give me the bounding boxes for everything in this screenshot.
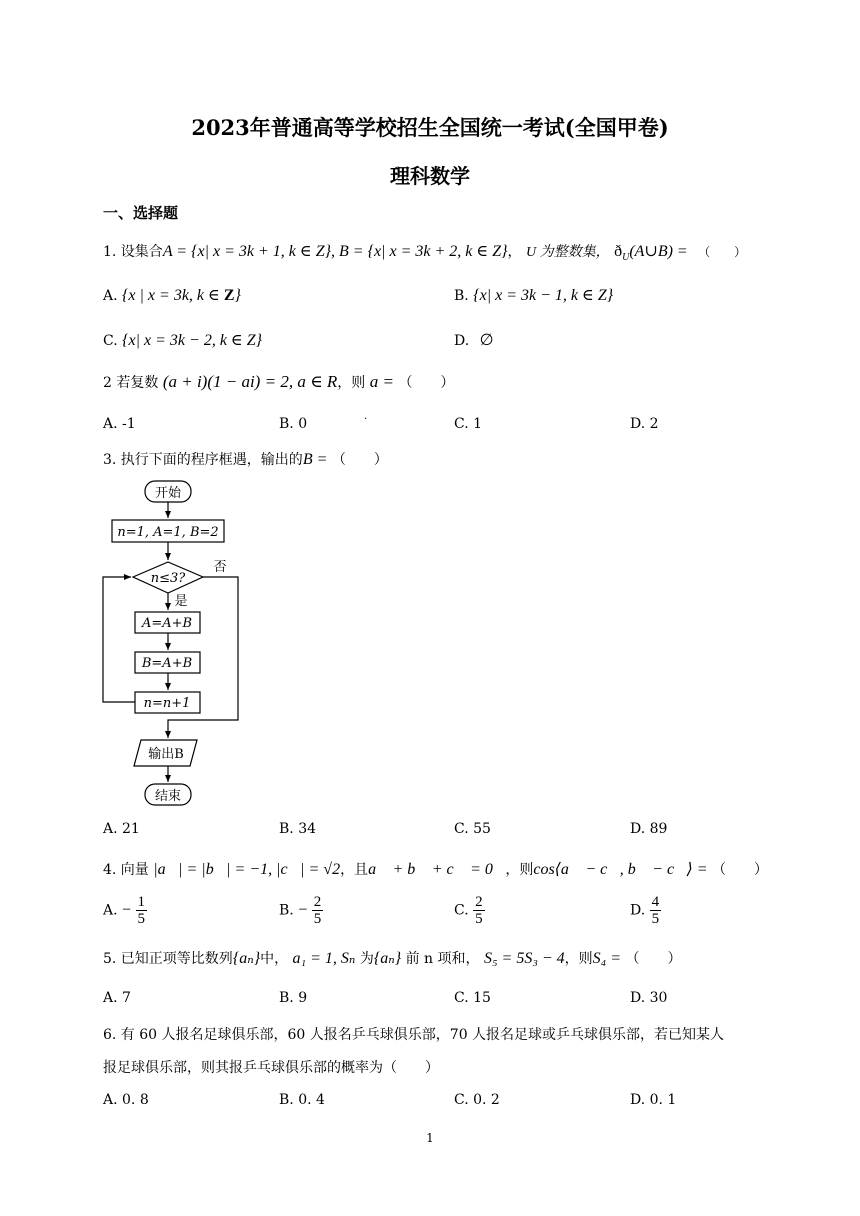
flow-start-box (145, 481, 191, 502)
question-2-stem (103, 372, 454, 392)
q4-answer-paren: （ ） (711, 862, 768, 878)
q6-option-d: D. 0. 1 (630, 1092, 677, 1108)
q1-option-a-label: A. (103, 288, 118, 304)
q4-option-c-label: C. (454, 902, 469, 919)
q2-then: ，则 (337, 375, 366, 391)
q5-mid-1: 中， (260, 951, 289, 967)
q4-prefix: 4. 向量 (103, 862, 149, 878)
q5-then: ，则 (564, 951, 593, 967)
q1-option-c-label: C. (103, 333, 118, 349)
exam-title: 2023年普通高等学校招生全国统一考试(全国甲卷) (191, 115, 669, 140)
q4-option-a-num: 1 (137, 894, 145, 910)
q4-option-d-label: D. (630, 902, 646, 919)
question-1-stem (103, 241, 746, 263)
q4-option-b-label: B. (279, 902, 294, 919)
q5-sequence-2: {aₙ} (373, 950, 402, 967)
q3-option-c: C. 55 (454, 821, 491, 837)
q4-option-b-fraction (312, 894, 324, 927)
q2-answer-paren: （ ） (398, 375, 455, 391)
q2-stray-dot: · (364, 414, 368, 425)
q2-prefix: 2 若复数 (103, 375, 159, 391)
flow-output-label: 输出B (148, 747, 184, 762)
q2-option-d: D. 2 (630, 416, 659, 432)
q3-text: 3. 执行下面的程序框遇，输出的 (103, 452, 303, 468)
q4-option-c-num: 2 (475, 894, 483, 910)
q5-prefix: 5. 已知正项等比数列 (103, 951, 233, 967)
question-6-line-2: 报足球俱乐部，则其报乒乓球俱乐部的概率为（ ） (103, 1060, 439, 1076)
q5-option-d: D. 30 (630, 990, 668, 1006)
q1-option-d-label: D. (454, 333, 470, 349)
flow-end-box (145, 784, 191, 805)
q2-option-b: B. 0 (279, 416, 308, 432)
flow-step-a-box (135, 612, 200, 633)
flow-decision-label: n≤3? (150, 571, 186, 586)
q1-option-b (454, 285, 613, 305)
q3-option-a: A. 21 (103, 821, 140, 837)
q3-answer-paren: （ ） (331, 452, 388, 468)
q4-option-d-num: 4 (651, 894, 660, 910)
flow-yes-label: 是 (174, 594, 188, 609)
q5-option-c: C. 15 (454, 990, 491, 1006)
q3-option-b: B. 34 (279, 821, 317, 837)
flow-decision-diamond (133, 562, 203, 593)
q4-option-a-sign: − (122, 901, 132, 919)
exam-subtitle: 理科数学 (390, 164, 470, 188)
flow-init-box (112, 520, 224, 542)
q6-option-c: C. 0. 2 (454, 1092, 500, 1108)
question-5-stem (103, 948, 681, 968)
question-4-stem (103, 859, 768, 879)
q4-condition-2: a⃗ + b⃗ + c⃗ = 0⃗ (368, 861, 506, 878)
q6-option-b: B. 0. 4 (279, 1092, 325, 1108)
q4-option-b-num: 2 (313, 894, 322, 910)
q5-option-a: A. 7 (103, 990, 131, 1006)
q4-then: ，则 (505, 862, 534, 878)
flow-end-label: 结束 (154, 789, 182, 804)
q4-option-d-fraction (650, 894, 662, 927)
q4-expression: cos⟨a⃗ − c⃗, b⃗ − c⃗⟩ = (533, 861, 708, 878)
q1-option-c (103, 330, 262, 350)
q1-sets: A = {x| x = 3k + 1, k ∈ Z}, B = {x| x = 3k + 2, k ∈ Z} (162, 243, 508, 260)
q4-option-a (103, 894, 147, 927)
q2-variable: a = (369, 372, 394, 391)
q4-option-d-den: 5 (651, 911, 660, 927)
question-3-stem (103, 449, 388, 469)
q4-option-c-fraction (473, 894, 485, 927)
q4-option-b (279, 894, 323, 927)
q1-option-b-text: {x| x = 3k − 1, k ∈ Z} (473, 287, 614, 304)
q1-prefix: 1. 设集合 (103, 244, 163, 260)
q2-option-c: C. 1 (454, 416, 483, 432)
q4-option-b-sign: − (298, 901, 308, 919)
q2-option-a: A. -1 (103, 416, 136, 432)
q5-variable: S₄ = (592, 950, 622, 967)
q1-universe: U 为整数集， (526, 245, 610, 260)
q3-variable: B = (302, 451, 328, 468)
q1-answer-paren: （ ） (698, 245, 747, 259)
flow-no-label: 否 (213, 560, 227, 575)
q4-option-c-den: 5 (475, 911, 483, 927)
q5-answer-paren: （ ） (625, 951, 682, 967)
q5-condition-2: S₅ = 5S₃ − 4 (483, 950, 565, 967)
q5-sequence: {aₙ} (232, 950, 261, 967)
q1-option-b-label: B. (454, 288, 469, 304)
q5-option-b: B. 9 (279, 990, 308, 1006)
q4-option-a-den: 5 (137, 911, 145, 927)
q1-option-a (103, 285, 241, 305)
q1-union: (A∪B) = (629, 243, 688, 260)
q1-comma: ， (507, 244, 522, 260)
q6-option-a: A. 0. 8 (103, 1092, 149, 1108)
flow-start-label: 开始 (154, 486, 182, 501)
section-heading: 一、选择题 (103, 204, 179, 222)
q5-condition: a₁ = 1, Sₙ (292, 950, 356, 967)
flow-step-n-box (135, 692, 200, 713)
q1-option-d (454, 330, 494, 350)
flow-step-n-label: n=n+1 (143, 696, 191, 711)
q5-mid-2: 为 (359, 951, 374, 967)
page-number: 1 (426, 1131, 434, 1145)
q1-complement-symbol: ð (614, 243, 623, 260)
flow-step-b-box (135, 652, 200, 673)
q1-option-d-text: ∅ (479, 332, 494, 349)
q1-option-a-text: {x | x = 3k, k ∈ (122, 287, 224, 304)
q4-option-a-label: A. (103, 902, 118, 919)
q4-option-b-den: 5 (313, 911, 322, 927)
question-6-line-1: 6. 有 60 人报名足球俱乐部，60 人报名乒乓球俱乐部，70 人报名足球或乒乓球俱乐部，若已知某人 (103, 1027, 725, 1043)
q1-option-c-text: {x| x = 3k − 2, k ∈ Z} (122, 332, 263, 349)
q2-expression: (a + i)(1 − ai) = 2, a ∈ R (162, 372, 338, 391)
q5-mid-3: 前 n 项和， (405, 951, 480, 967)
q1-option-a-end: } (234, 287, 241, 304)
flow-init-label: n=1, A=1, B=2 (117, 525, 219, 540)
q4-option-d (630, 894, 661, 927)
flow-step-b-label: B=A+B (141, 656, 193, 671)
q1-complement-sub: U (622, 251, 630, 263)
q1-option-a-bold: Z (223, 287, 235, 304)
q4-option-a-fraction (136, 894, 148, 927)
q4-condition-1: |a⃗| = |b⃗| = −1, |c⃗| = √2 (153, 861, 341, 878)
q4-mid: ，且 (340, 862, 369, 878)
q3-option-d: D. 89 (630, 821, 668, 837)
flow-output-box (134, 740, 197, 766)
q4-option-c (454, 894, 485, 927)
flow-step-a-label: A=A+B (141, 616, 193, 631)
